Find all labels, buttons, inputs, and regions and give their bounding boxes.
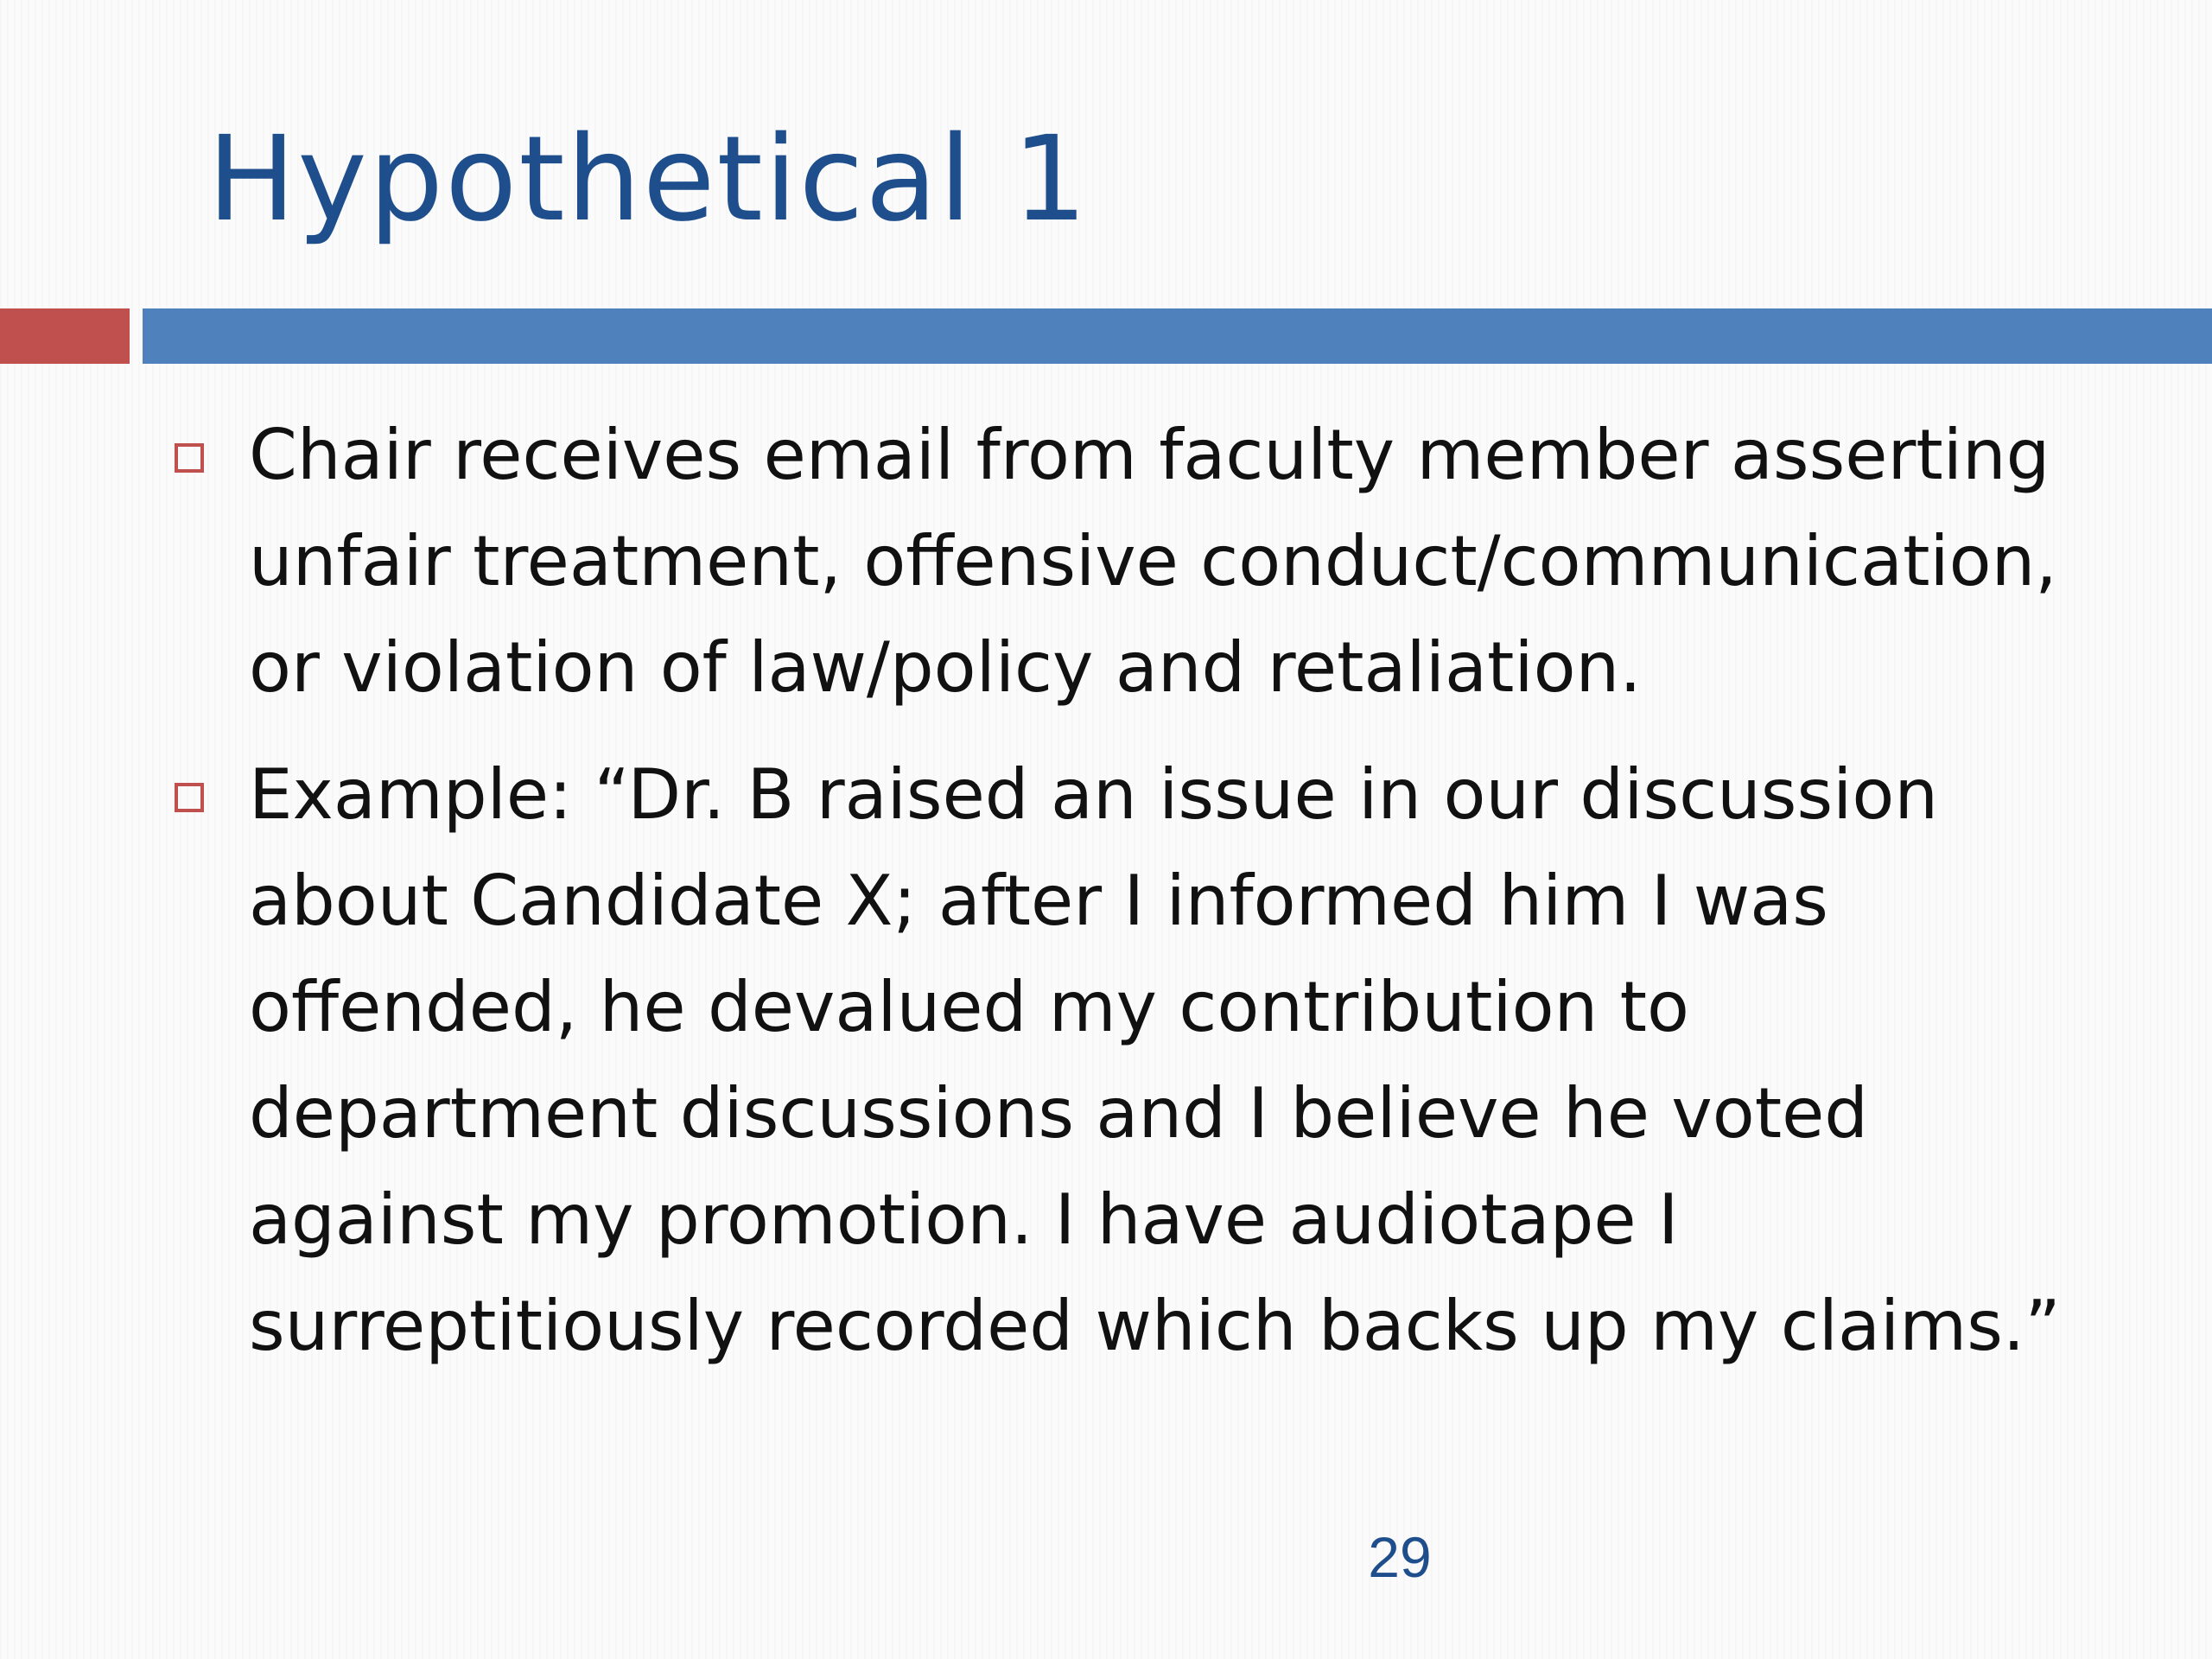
bullet-2-line-4: department discussions and I believe he voted	[249, 1073, 1869, 1154]
accent-bar-blue	[143, 308, 2212, 364]
bullet-1-line-1: Chair receives email from faculty member asserting	[249, 415, 2050, 495]
bullet-2-line-3: offended, he devalued my contribution to	[249, 967, 1689, 1047]
slide-title: Hypothetical 1	[207, 111, 1090, 248]
bullet-list	[173, 402, 2160, 1400]
bullet-item-2	[173, 741, 2160, 1379]
bullet-2-line-5: against my promotion. I have audiotape I	[249, 1179, 1679, 1260]
bullet-1-line-2: unfair treatment, offensive conduct/communication,	[249, 521, 2057, 601]
hollow-square-icon	[175, 783, 204, 812]
hollow-square-icon	[175, 443, 204, 473]
bullet-item-1	[173, 402, 2160, 721]
page-number: 29	[1368, 1525, 1432, 1589]
accent-bar-red	[0, 308, 130, 364]
bullet-1-line-3: or violation of law/policy and retaliation.	[249, 627, 1642, 708]
bullet-2-line-2: about Candidate X; after I informed him I was	[249, 861, 1828, 941]
bullet-2-line-6: surreptitiously recorded which backs up my claims.”	[249, 1286, 2061, 1366]
bullet-2-line-1: Example: “Dr. B raised an issue in our discussion	[249, 754, 1939, 835]
